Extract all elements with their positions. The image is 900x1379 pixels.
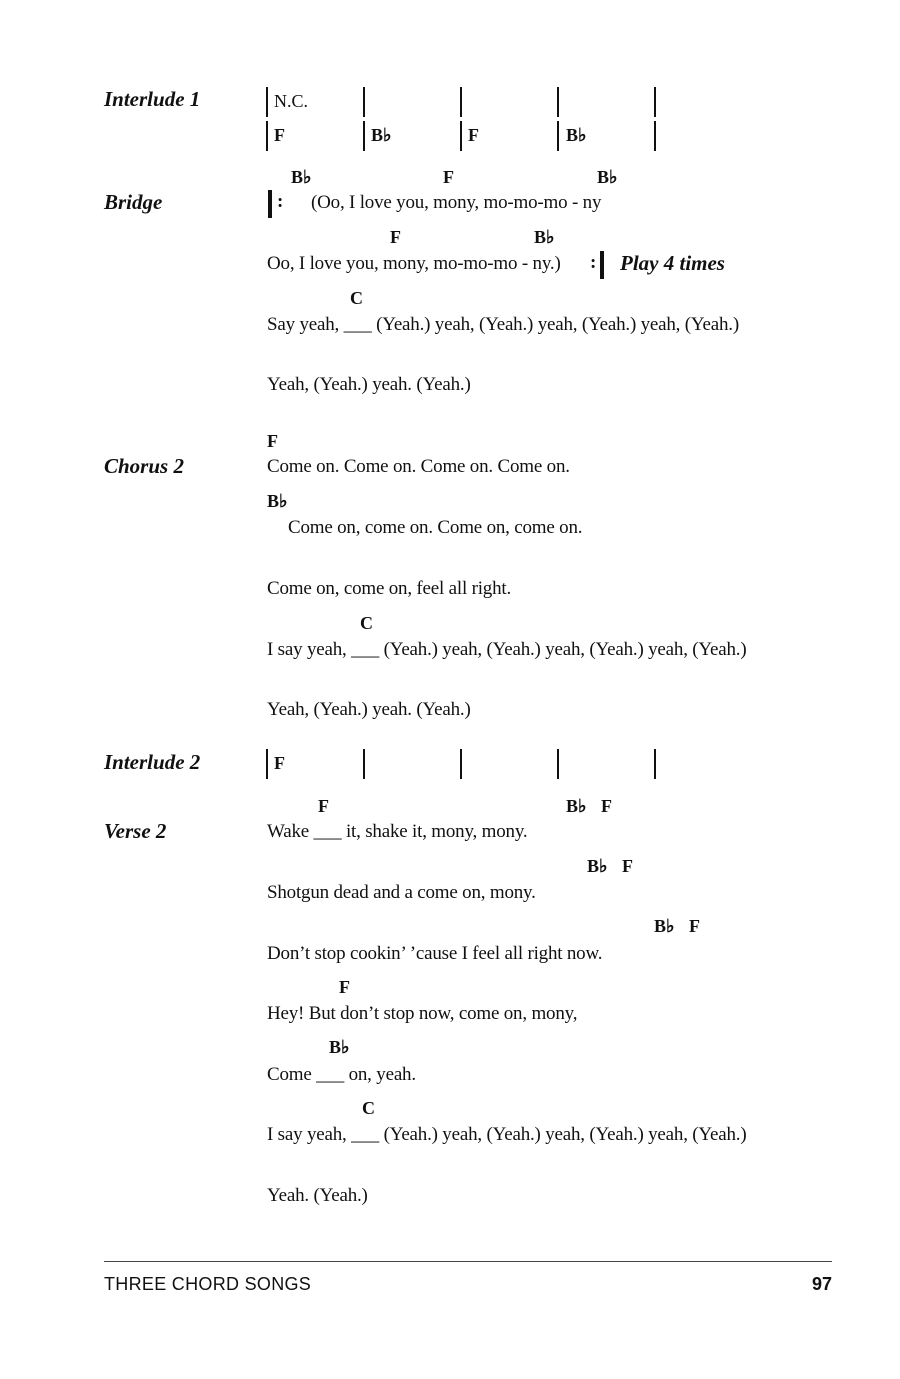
lyric-line: Come on. Come on. Come on. Come on.	[267, 456, 570, 477]
chord: B♭	[587, 856, 608, 876]
barline	[363, 749, 365, 779]
chord: F	[318, 796, 329, 816]
chord: F	[468, 125, 479, 145]
lyric-line: Come ___ on, yeah.	[267, 1064, 416, 1085]
barline	[363, 121, 365, 151]
chord: B♭	[566, 125, 587, 145]
chord: F	[274, 125, 285, 145]
barline	[363, 87, 365, 117]
chord: F	[390, 227, 401, 247]
chord: C	[350, 288, 363, 308]
barline	[557, 87, 559, 117]
repeat-end-barline	[600, 251, 604, 279]
footer-rule	[104, 1261, 832, 1262]
barline	[266, 749, 268, 779]
section-label-interlude-1: Interlude 1	[104, 87, 201, 111]
barline	[460, 749, 462, 779]
lyric-line: (Oo, I love you, mony, mo-mo-mo - ny	[311, 192, 602, 213]
lyric-line: Yeah, (Yeah.) yeah. (Yeah.)	[267, 699, 471, 720]
repeat-dots: :	[590, 252, 597, 273]
chord: F	[689, 916, 700, 936]
lyric-line: Yeah, (Yeah.) yeah. (Yeah.)	[267, 374, 471, 395]
barline	[266, 121, 268, 151]
chord: F	[601, 796, 612, 816]
barline	[557, 121, 559, 151]
repeat-start-barline	[268, 190, 272, 218]
chord: B♭	[371, 125, 392, 145]
chord: F	[622, 856, 633, 876]
chord: F	[274, 753, 285, 773]
chord: C	[360, 613, 373, 633]
barline	[654, 749, 656, 779]
lyric-line: Don’t stop cookin’ ’cause I feel all right now.	[267, 943, 603, 964]
lyric-line: Oo, I love you, mony, mo-mo-mo - ny.)	[267, 253, 561, 274]
section-label-verse-2: Verse 2	[104, 819, 167, 843]
lyric-line: Come on, come on, feel all right.	[267, 578, 512, 599]
lyric-line: Yeah. (Yeah.)	[267, 1185, 368, 1206]
barline	[460, 87, 462, 117]
lyric-line: Wake ___ it, shake it, mony, mony.	[267, 821, 528, 842]
chord: N.C.	[274, 91, 309, 111]
lyric-line: Come on, come on. Come on, come on.	[288, 517, 583, 538]
chord: B♭	[597, 167, 618, 187]
lyric-line: I say yeah, ___ (Yeah.) yeah, (Yeah.) yeah, (Yeah.) yeah, (Yeah.)	[267, 1124, 747, 1145]
lyric-line: Shotgun dead and a come on, mony.	[267, 882, 536, 903]
barline	[460, 121, 462, 151]
chord: B♭	[566, 796, 587, 816]
barline	[557, 749, 559, 779]
section-label-bridge: Bridge	[104, 190, 163, 214]
repeat-dots: :	[277, 191, 284, 212]
repeat-instruction: Play 4 times	[620, 251, 725, 275]
page-number: 97	[811, 1274, 832, 1294]
section-label-chorus-2: Chorus 2	[104, 454, 184, 478]
chord: C	[362, 1098, 375, 1118]
chord: B♭	[291, 167, 312, 187]
section-label-interlude-2: Interlude 2	[104, 750, 201, 774]
chord: B♭	[329, 1037, 350, 1057]
chord: B♭	[654, 916, 675, 936]
chord: B♭	[534, 227, 555, 247]
lyric-line: Say yeah, ___ (Yeah.) yeah, (Yeah.) yeah, (Yeah.) yeah, (Yeah.)	[267, 314, 739, 335]
chord: F	[267, 431, 278, 451]
barline	[654, 121, 656, 151]
barline	[654, 87, 656, 117]
barline	[266, 87, 268, 117]
lyric-line: I say yeah, ___ (Yeah.) yeah, (Yeah.) yeah, (Yeah.) yeah, (Yeah.)	[267, 639, 747, 660]
chord: F	[339, 977, 350, 997]
footer-book-title: THREE CHORD SONGS	[104, 1274, 312, 1294]
chord: B♭	[267, 491, 288, 511]
lyric-line: Hey! But don’t stop now, come on, mony,	[267, 1003, 578, 1024]
chord: F	[443, 167, 454, 187]
